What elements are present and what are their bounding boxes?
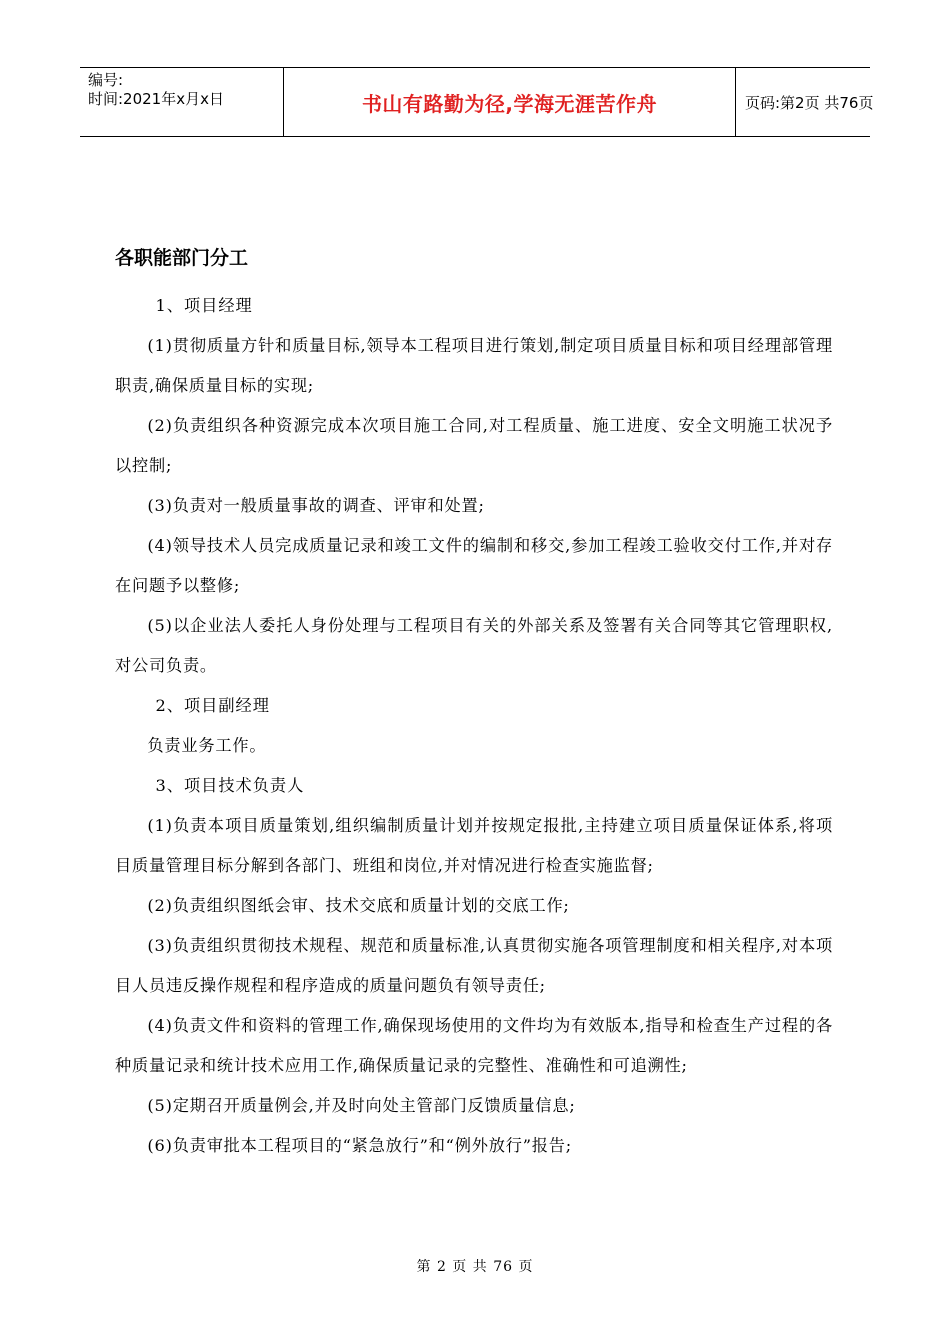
paragraph: (1)贯彻质量方针和质量目标,领导本工程项目进行策划,制定项目质量目标和项目经理部管理职责,确保质量目标的实现; [115, 336, 833, 395]
paragraph: (1)负责本项目质量策划,组织编制质量计划并按规定报批,主持建立项目质量保证体系,将项目质量管理目标分解到各部门、班组和岗位,并对情况进行检查实施监督; [115, 816, 833, 875]
page-code: 页码:第2页 共76页 [745, 93, 874, 112]
paragraph: (3)负责对一般质量事故的调查、评审和处置; [147, 496, 485, 515]
motto-text: 书山有路勤为径,学海无涯苦作舟 [361, 91, 658, 116]
paragraph-heading: 1、项目经理 [155, 296, 253, 315]
paragraph: (5)定期召开质量例会,并及时向处主管部门反馈质量信息; [147, 1096, 576, 1115]
page-footer: 第 2 页 共 76 页 [416, 1259, 534, 1275]
header-page-cell [736, 68, 874, 136]
page-header [80, 67, 874, 137]
paragraph-heading: 3、项目技术负责人 [155, 776, 305, 795]
paragraph: 负责业务工作。 [147, 736, 267, 755]
paragraph: (2)负责组织图纸会审、技术交底和质量计划的交底工作; [147, 896, 570, 915]
paragraph: (6)负责审批本工程项目的“紧急放行”和“例外放行”报告; [147, 1136, 573, 1155]
header-meta-cell [80, 68, 283, 136]
paragraph: (4)负责文件和资料的管理工作,确保现场使用的文件均为有效版本,指导和检查生产过程的各种质量记录和统计技术应用工作,确保质量记录的完整性、准确性和可追溯性; [115, 1016, 833, 1075]
section-title: 各职能部门分工 [115, 247, 249, 269]
paragraph: (4)领导技术人员完成质量记录和竣工文件的编制和移交,参加工程竣工验收交付工作,并对存在问题予以整修; [115, 536, 833, 595]
header-motto-cell [283, 68, 736, 136]
paragraph: (3)负责组织贯彻技术规程、规范和质量标准,认真贯彻实施各项管理制度和相关程序,对本项目人员违反操作规程和程序造成的质量问题负有领导责任; [115, 936, 833, 995]
paragraph: (5)以企业法人委托人身份处理与工程项目有关的外部关系及签署有关合同等其它管理职权,对公司负责。 [115, 616, 833, 675]
document-time-label: 时间:2021年x月x日 [88, 90, 224, 108]
paragraph: (2)负责组织各种资源完成本次项目施工合同,对工程质量、施工进度、安全文明施工状况予以控制; [115, 416, 833, 475]
document-number-label: 编号: [88, 71, 124, 89]
document-body [115, 244, 833, 1166]
paragraph-heading: 2、项目副经理 [155, 696, 270, 715]
